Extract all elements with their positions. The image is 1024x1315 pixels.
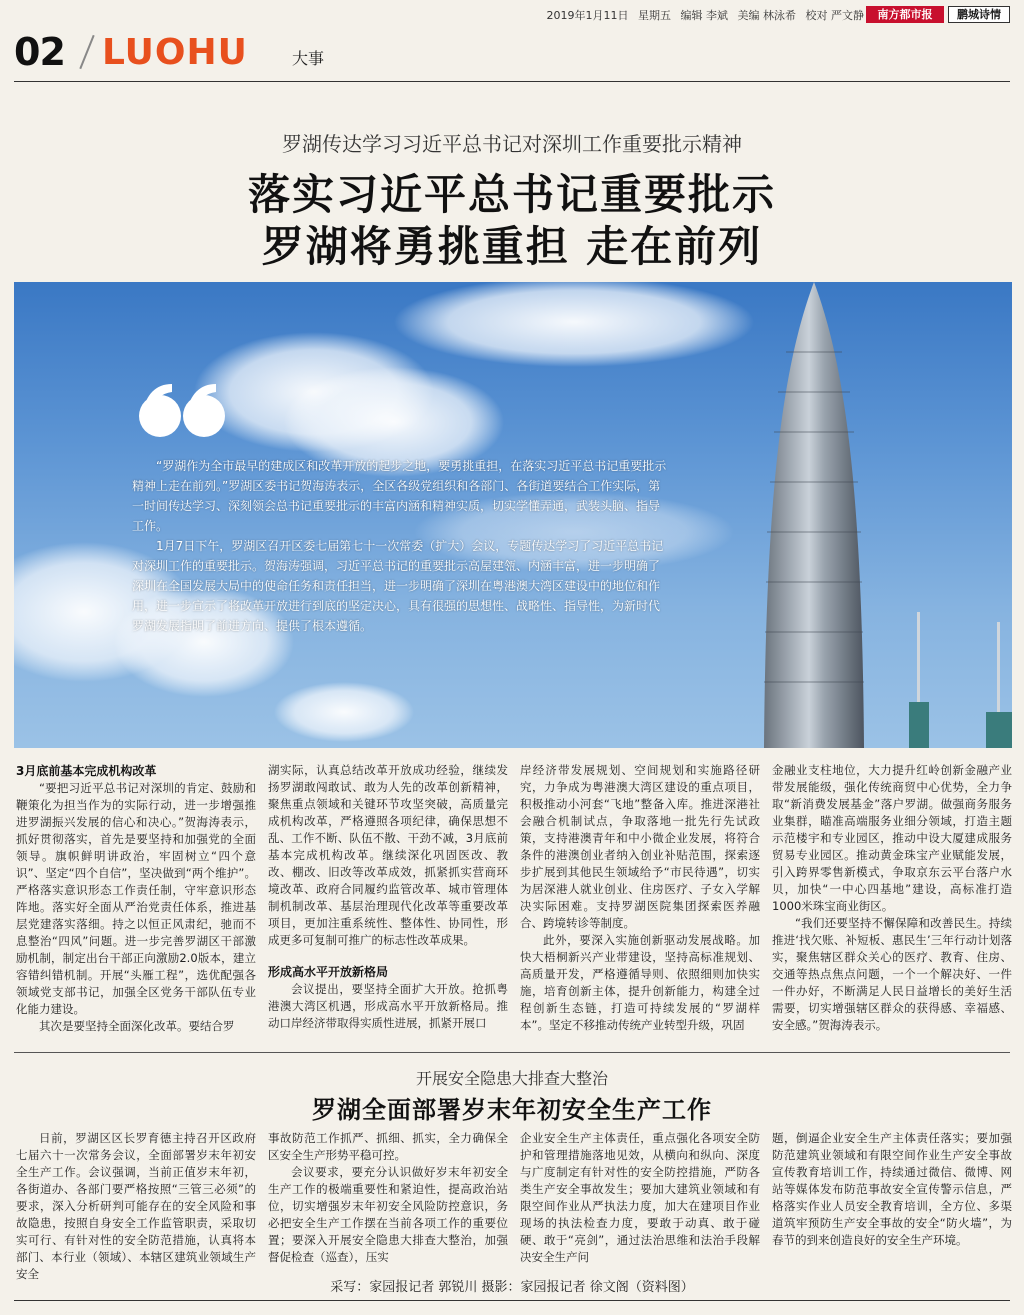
quote-icon xyxy=(138,380,228,440)
body-paragraph: 岸经济带发展规划、空间规划和实施路径研究，力争成为粤港澳大湾区建设的重点项目，积极推动小河套“飞地”整备入库。推进深港社会融合机制试点，争取落地一批先行先试政策，支持港澳青年和中小微企业发展，将符合条件的港澳创业者纳入创业补贴范围，探索逐步扩展到其他民生领域给予“市民待遇”，切实为居深港人就业创业、住房医疗、子女入学解决实际困难。支持罗湖医院集团探索医养融合、跨境转诊等制度。 xyxy=(520,763,760,930)
byline: 采写：家园报记者 郭锐川 摄影：家园报记者 徐文阁（资料图） xyxy=(330,1280,694,1295)
body-paragraph: 日前，罗湖区区长罗育德主持召开区政府七届六十一次常务会议，全面部署岁末年初安全生产工作。会议强调，当前正值岁末年初，各街道办、各部门要严格按照“三管三必须”的要求，深入分析研判可能存在的安全风险和事故隐患，按照自身安全工作监管职责，采取切实可行、有针对性的安全防范措施，认真将本部门、本行业（领域）、本辖区建筑业领域生产安全 xyxy=(16,1131,256,1281)
body-column-2 xyxy=(268,762,508,1032)
section-subtitle: 大事 xyxy=(292,49,325,68)
subheading: 3月底前基本完成机构改革 xyxy=(16,764,157,778)
supplement-logo: 鹏城诗情 xyxy=(948,6,1010,23)
headline-line-1: 落实习近平总书记重要批示 xyxy=(247,170,776,219)
body-paragraph: 此外，要深入实施创新驱动发展战略。加快大梧桐新兴产业带建设，坚持高标准规划、高质量开发，严格遵循导则、依照细则加快实施，培育创新主体，提升创新能力，构建全过程创新生态链，打造可持续发展的“罗湖样本”。坚定不移推动传统产业转型升级，巩固 xyxy=(520,933,760,1032)
lead-paragraph: 1月7日下午，罗湖区召开区委七届第七十一次常委（扩大）会议，专题传达学习了习近平总书记对深圳工作的重要批示。贺海涛强调，习近平总书记的重要批示高屋建瓴、内涵丰富，进一步明确了深圳在全国发展大局中的使命任务和责任担当，进一步明确了深圳在粤港澳大湾区建设中的地位和作用，进一步宣示了将改革开放进行到底的坚定决心，具有很强的思想性、战略性、指导性，为新时代罗湖发展指明了前进方向、提供了根本遵循。 xyxy=(132,539,664,633)
body-column-4 xyxy=(772,762,1012,1034)
footer-rule xyxy=(14,1300,1010,1301)
body-paragraph: 湖实际，认真总结改革开放成功经验，继续发扬罗湖敢闯敢试、敢为人先的改革创新精神，聚焦重点领域和关键环节攻坚突破，高质量完成机构改革，严格遵照各项纪律，确保思想不乱、工作不断、队伍不散、干劲不减，3月底前基本完成机构改革。继续深化巩固医改、教改、棚改、旧改等改革成效，抓紧抓实营商环境改革、政府合同履约监管改革、城市管理体制机制改革、基层治理现代化改革等重要改革项目，更加注重系统性、整体性、协同性，形成更多可复制可推广的标志性改革成果。 xyxy=(268,763,508,947)
newspaper-logo: 南方都市报 xyxy=(866,6,944,23)
article2-headline: 罗湖全面部署岁末年初安全生产工作 xyxy=(312,1096,712,1124)
page-topbar xyxy=(0,0,1024,30)
article2-body xyxy=(16,1130,1012,1281)
article2-column-4 xyxy=(772,1130,1012,1249)
body-paragraph: 企业安全生产主体责任，重点强化各项安全防护和管理措施落地见效，从横向和纵向、深度与广度制定有针对性的安全防控措施，严防各类生产安全事故发生；要加大建筑业领域和有限空间作业从严执法力度，加大在建项目作业现场的执法检查力度，要敢于动真、敢于碰硬、敢于“亮剑”，通过法治思维和法治手段解决安全生产问 xyxy=(520,1131,760,1264)
article-lead xyxy=(132,456,670,636)
lead-paragraph: “罗湖作为全市最早的建成区和改革开放的起步之地，要勇挑重担，在落实习近平总书记重要批示精神上走在前列。”罗湖区委书记贺海涛表示，全区各级党组织和各部门、各街道要结合工作实际，第一时间传达学习、深刻领会总书记重要批示的丰富内涵和精神实质，切实学懂弄通，武装头脑、指导工作。 xyxy=(132,459,667,533)
article2-column-2 xyxy=(268,1130,508,1266)
body-paragraph: 会议要求，要充分认识做好岁末年初安全生产工作的极端重要性和紧迫性，提高政治站位，切实增强岁末年初安全风险防控意识，务必把安全生产工作摆在当前各项工作的重要位置；要深入开展安全隐患大排查大整治，加强督促检查（巡查），压实 xyxy=(268,1165,508,1264)
body-column-1 xyxy=(16,762,256,1035)
section-name: LUOHU xyxy=(102,32,248,73)
article-body xyxy=(16,762,1012,1033)
article2-column-1 xyxy=(16,1130,256,1283)
page-header xyxy=(14,30,1010,76)
article-divider xyxy=(14,1052,1010,1053)
subheading: 形成高水平开放新格局 xyxy=(268,965,389,979)
body-paragraph: 金融业支柱地位，大力提升红岭创新金融产业带发展能级，强化传统商贸中心优势，全力争取“新消费发展基金”落户罗湖。做强商务服务业集群，瞄准高端服务业细分领域，打造主题示范楼宇和专业园区，推动中设大厦建成服务贸易专业园区。推动黄金珠宝产业赋能发展，引入跨界零售新模式，争取京东云平台落户水贝，加快“一中心四基地”建设，高标准打造1000米珠宝商业街区。 xyxy=(772,763,1012,913)
body-paragraph: 会议提出，要坚持全面扩大开放。抢抓粤港澳大湾区机遇，形成高水平开放新格局。推动口岸经济带取得实质性进展，抓紧开展口 xyxy=(268,982,508,1030)
issue-weekday: 星期五 xyxy=(638,9,671,22)
proof-credit: 校对 严文静 xyxy=(805,9,864,22)
issue-date: 2019年1月11日 xyxy=(546,9,629,22)
body-paragraph: 题，倒逼企业安全生产主体责任落实；要加强防范建筑业领域和有限空间作业生产安全事故宣传教育培训工作，持续通过微信、微博、网站等媒体发布防范事故安全宣传警示信息，严格落实作业人员安全教育培训，全方位、多渠道筑牢预防生产安全事故的安全“防火墙”，为春节的到来创造良好的安全生产环境。 xyxy=(772,1131,1012,1247)
body-paragraph: “我们还要坚持不懈保障和改善民生。持续推进‘找欠账、补短板、惠民生’三年行动计划落实，聚焦辖区群众关心的医疗、教育、住房、交通等热点焦点问题，一个一个解决好、一件一件办好，不断满足人民日益增长的美好生活需要，切实增强辖区群众的获得感、幸福感、安全感。”贺海涛表示。 xyxy=(772,916,1012,1032)
page-number: 02 xyxy=(14,30,65,74)
header-rule xyxy=(14,81,1010,82)
body-column-3 xyxy=(520,762,760,1034)
article2-kicker: 开展安全隐患大排查大整治 xyxy=(415,1069,608,1088)
header-divider xyxy=(79,35,94,69)
body-paragraph: 其次是要坚持全面深化改革。要结合罗 xyxy=(39,1019,235,1033)
body-paragraph: 事故防范工作抓严、抓细、抓实，全力确保全区安全生产形势平稳可控。 xyxy=(268,1131,508,1162)
body-paragraph: “要把习近平总书记对深圳的肯定、鼓励和鞭策化为担当作为的实际行动，进一步增强推进罗湖振兴发展的信心和决心。”贺海涛表示，抓好贯彻落实，首先是要坚持和加强党的全面领导。旗帜鲜明讲政治，牢固树立“四个意识”、坚定“四个自信”，坚决做到“两个维护”。严格落实意识形态工作责任制，守牢意识形态阵地。落实好全面从严治党责任体系，推进基层党建落实落细。持之以恒正风肃纪，驰而不息整治“四风”问题。进一步完善罗湖区干部激励机制，制定出台干部正向激励2.0版本，建立容错纠错机制。开展“头雁工程”，选优配强各领域党支部书记，加强全区党务干部队伍专业化能力建设。 xyxy=(16,781,256,1016)
issue-meta xyxy=(541,7,865,23)
article-kicker: 罗湖传达学习习近平总书记对深圳工作重要批示精神 xyxy=(282,132,742,156)
article2-column-3 xyxy=(520,1130,760,1266)
designer-credit: 美编 林泳希 xyxy=(737,9,796,22)
editor-credit: 编辑 李斌 xyxy=(680,9,728,22)
headline-line-2: 罗湖将勇挑重担 走在前列 xyxy=(261,222,763,271)
